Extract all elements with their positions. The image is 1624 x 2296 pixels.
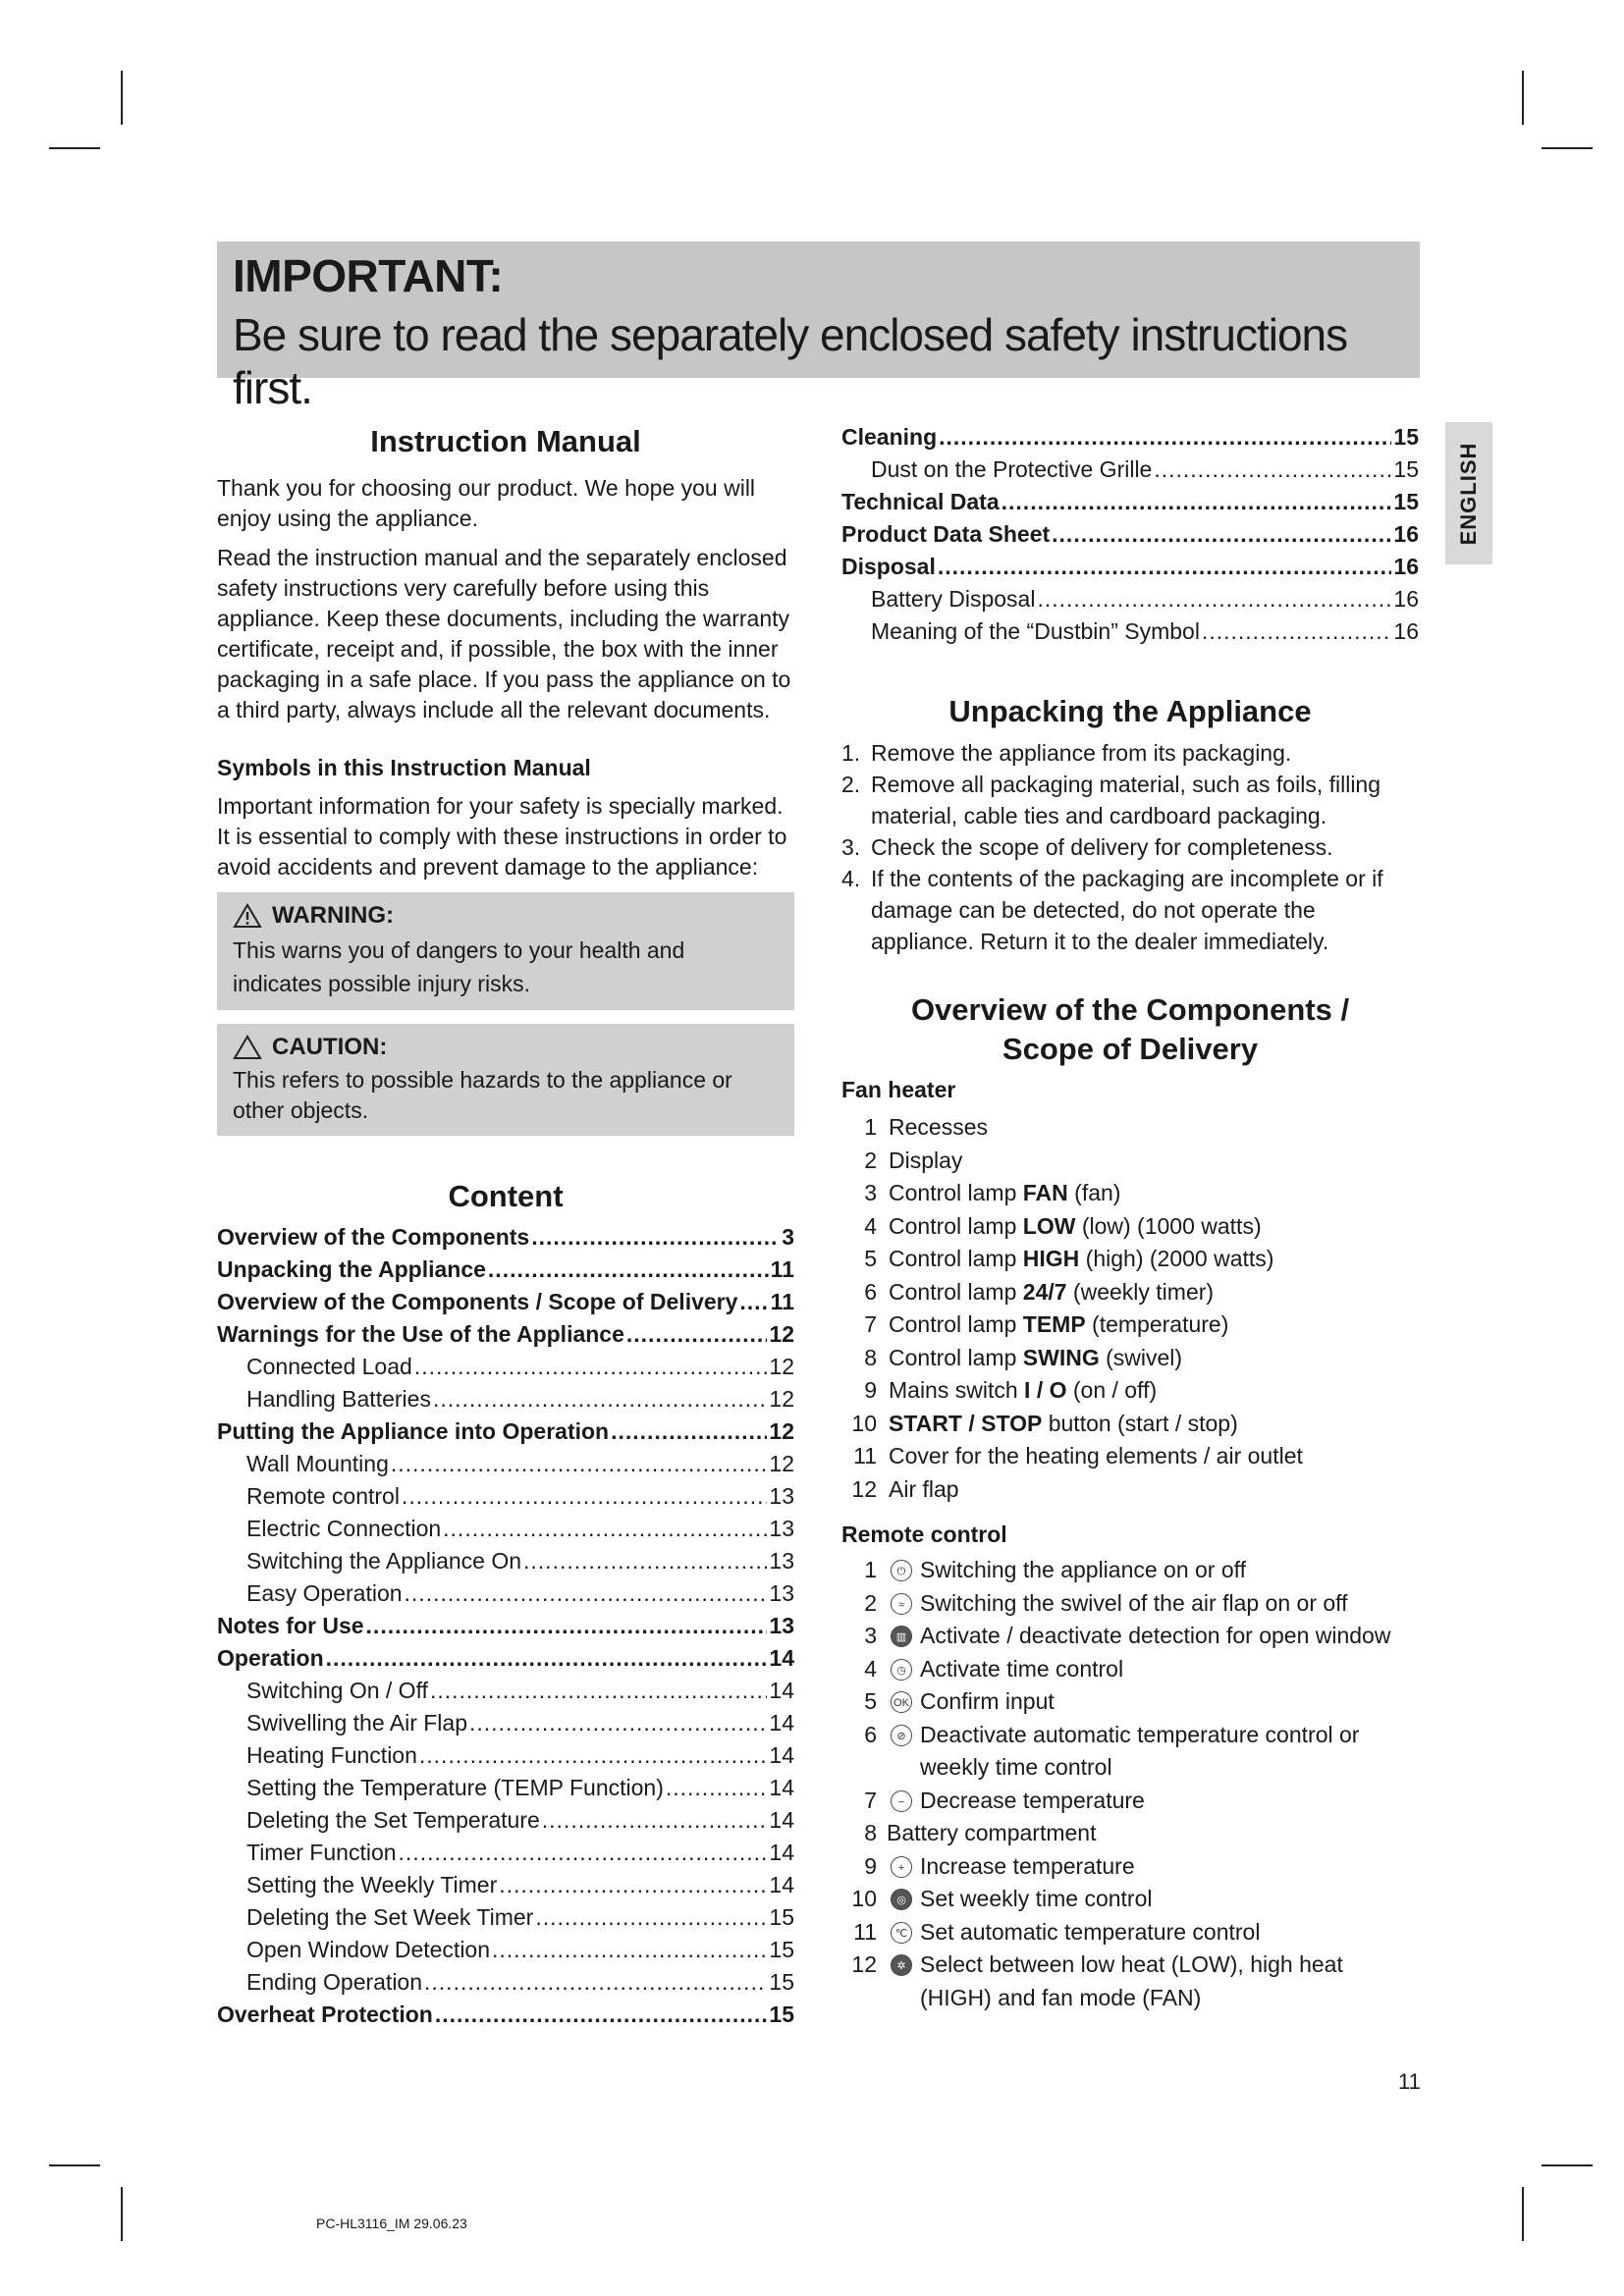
fan-heater-heading: Fan heater [841,1077,956,1102]
toc-leader [1001,489,1392,515]
toc-label: Product Data Sheet [841,521,1051,547]
toc-leader [1202,618,1391,645]
toc-label: Notes for Use [217,1613,364,1638]
item-number: 6 [864,1278,877,1305]
intro-paragraph-2: Read the instruction manual and the separately enclosed safety instructions very carefully before using this appliance. Keep these documents, including the warranty certificate, receipt and, if possible, the box with the inner packaging in a safe place. If you pass the appliance on to a third party, always include all the relevant documents. [217,545,791,722]
toc-page: 13 [769,1613,794,1638]
toc-page: 15 [769,1937,794,1962]
language-tab [1445,422,1492,564]
item-text-suffix: (fan) [1067,1180,1121,1206]
overview-title-line-2: Scope of Delivery [1001,1032,1259,1066]
item-text: Switching the swivel of the air flap on or off [920,1589,1348,1616]
toc-page: 12 [769,1354,794,1379]
item-text: Control lamp [889,1180,1023,1206]
toc-page: 12 [769,1418,794,1444]
toc-label: Heating Function [246,1742,417,1768]
toc-entry [217,1645,794,1678]
toc-label: Unpacking the Appliance [217,1256,486,1282]
deactivate-icon: ⊘ [891,1725,912,1746]
thermostat-icon: ℃ [891,1922,912,1944]
ok-icon: OK [891,1691,912,1713]
symbols-heading: Symbols in this Instruction Manual [217,755,591,780]
warning-triangle-icon [233,903,262,929]
instruction-manual-title: Instruction Manual [370,424,641,458]
symbols-paragraph: Important information for your safety is specially marked. It is essential to comply with these instructions in order to avoid accidents and prevent damage to the appliance: [217,793,787,880]
item-number: 3 [864,1623,877,1648]
toc-entry [841,586,1419,618]
toc-leader [1037,586,1391,613]
item-number: 2 [864,1147,877,1173]
unpacking-steps [841,737,1419,957]
toc-leader [939,424,1391,451]
caution-box [217,1024,794,1136]
toc-page: 12 [769,1451,794,1476]
fan-heater-item [841,1210,1419,1244]
fan-heater-item [841,1145,1419,1178]
plus-icon: + [891,1856,912,1878]
fan-heater-item [841,1308,1419,1342]
week-timer-icon: ◎ [891,1889,912,1910]
item-text: Display [889,1147,963,1173]
toc-entry [217,1548,794,1580]
item-bold-text: LOW [1022,1212,1076,1239]
item-number: 9 [864,1852,877,1879]
toc-entry [217,1937,794,1969]
unpacking-step [841,769,1419,831]
toc-label: Ending Operation [246,1969,423,1995]
remote-control-item [841,1685,1419,1719]
item-number: 2 [864,1589,877,1616]
item-number: 4 [864,1212,877,1239]
toc-page: 14 [769,1807,794,1833]
crop-mark [1522,71,1524,125]
fan-heater-item [841,1342,1419,1375]
toc-entry [217,1418,794,1451]
toc-leader [399,1840,768,1866]
toc-entry [217,1256,794,1289]
toc-label: Electric Connection [246,1516,442,1541]
crop-mark [49,2164,100,2166]
item-number: 9 [864,1377,877,1404]
toc-entry [217,1969,794,2002]
window-icon: ▥ [891,1626,912,1647]
item-text-suffix: (temperature) [1085,1311,1229,1338]
fan-heater-item [841,1440,1419,1473]
remote-control-item [841,1653,1419,1686]
toc-page: 13 [769,1516,794,1541]
toc-label: Overview of the Components / Scope of Delivery [217,1289,738,1314]
remote-control-item [841,1817,1419,1850]
crop-mark [121,2187,123,2241]
toc-entry [217,1710,794,1742]
toc-entry [841,424,1419,456]
toc-leader [535,1904,767,1931]
toc-page: 14 [769,1872,794,1897]
fan-heater-item [841,1374,1419,1408]
toc-label: Handling Batteries [246,1386,431,1412]
remote-control-item [841,1949,1419,2014]
page-number: 11 [1398,2069,1421,2094]
toc-entry [217,1840,794,1872]
toc-leader [326,1645,768,1672]
fan-heater-item [841,1473,1419,1507]
crop-mark [1522,2187,1524,2241]
item-text-suffix: (on / off) [1066,1377,1158,1404]
item-text: Set automatic temperature control [920,1918,1261,1945]
toc-label: Cleaning [841,424,938,450]
remote-control-item [841,1620,1419,1653]
toc-page: 13 [769,1580,794,1606]
item-number: 12 [851,1951,877,1977]
toc-entry [217,1678,794,1710]
item-text-suffix: (low) (1000 watts) [1075,1212,1262,1239]
toc-entry [841,489,1419,521]
mode-icon: ✲ [891,1954,912,1976]
item-number: 6 [864,1721,877,1747]
toc-page: 15 [1393,489,1419,514]
toc-leader [492,1937,767,1963]
minus-icon: − [891,1790,912,1812]
toc-page: 11 [770,1256,794,1282]
toc-entry [217,1451,794,1483]
item-number: 5 [864,1688,877,1714]
item-text: Confirm input [920,1688,1055,1714]
item-text: Control lamp [889,1246,1023,1272]
toc-page: 14 [769,1645,794,1671]
remote-control-item [841,1587,1419,1621]
toc-page: 14 [769,1678,794,1703]
toc-entry [217,1354,794,1386]
item-bold-text: FAN [1022,1180,1068,1206]
toc-label: Deleting the Set Week Timer [246,1904,534,1930]
footer-code: PC-HL3116_IM 29.06.23 [316,2216,467,2231]
toc-label: Dust on the Protective Grille [871,456,1153,482]
toc-page: 3 [782,1224,794,1250]
toc-entry [841,521,1419,554]
left-column [217,424,794,2034]
toc-entry [217,1321,794,1354]
toc-leader [405,1580,768,1607]
fan-heater-list [841,1111,1419,1506]
right-column [841,424,1419,2014]
power-icon: ⏻ [891,1560,912,1581]
item-text: Deactivate automatic temperature control or weekly time control [920,1721,1360,1780]
toc-label: Switching the Appliance On [246,1548,522,1574]
toc-label: Warnings for the Use of the Appliance [217,1321,624,1347]
item-bold-text: 24/7 [1022,1278,1067,1305]
toc-page: 11 [770,1289,794,1314]
remote-control-list [841,1554,1419,2014]
item-number: 1 [864,1114,877,1141]
item-number: 10 [851,1886,877,1911]
remote-control-item [841,1554,1419,1587]
toc-label: Overview of the Components [217,1224,530,1250]
item-number: 4 [864,1655,877,1682]
toc-label: Switching On / Off [246,1678,428,1703]
item-text: Control lamp [889,1311,1023,1338]
toc-leader [499,1872,767,1898]
toc-leader [938,554,1392,580]
toc-label: Connected Load [246,1354,412,1379]
remote-control-item [841,1916,1419,1949]
item-number: 11 [853,1918,877,1945]
toc-entry [841,554,1419,586]
toc-entry [841,456,1419,489]
unpacking-title: Unpacking the Appliance [948,694,1312,728]
item-number: 8 [864,1820,877,1845]
toc-leader [433,1386,767,1413]
step-text: Check the scope of delivery for completeness. [871,834,1333,860]
toc-label: Meaning of the “Dustbin” Symbol [871,618,1200,644]
crop-mark [49,147,100,149]
toc-leader [666,1775,768,1801]
toc-leader [542,1807,768,1834]
toc-label: Remote control [246,1483,400,1509]
step-text: Remove the appliance from its packaging. [871,740,1292,766]
toc-page: 16 [1393,521,1419,547]
item-text-suffix: (weekly timer) [1066,1278,1215,1305]
toc-entry [217,1386,794,1418]
item-text: Decrease temperature [920,1787,1145,1813]
language-label: ENGLISH [1456,442,1481,545]
toc-leader [1052,521,1391,548]
toc-leader [419,1742,768,1769]
item-text: Activate time control [920,1655,1124,1682]
item-text: Select between low heat (LOW), high heat (HIGH) and fan mode (FAN) [920,1951,1343,2010]
toc-entry [217,1224,794,1256]
unpacking-step [841,831,1419,863]
crop-mark [121,71,123,125]
item-text: Cover for the heating elements / air outlet [889,1443,1303,1469]
toc-page: 15 [769,1904,794,1930]
item-number: 8 [864,1344,877,1370]
toc-entry [217,1516,794,1548]
toc-entry [217,2002,794,2034]
toc-leader [424,1969,767,1996]
caution-text: This refers to possible hazards to the appliance or other objects. [233,1067,732,1123]
item-bold-text: START / STOP [889,1410,1043,1436]
fan-heater-item [841,1177,1419,1210]
item-number: 11 [853,1443,877,1469]
warning-title: WARNING: [272,902,394,929]
step-number: 1. [841,740,861,766]
item-number: 10 [851,1410,877,1436]
step-number: 4. [841,866,861,891]
toc-leader [366,1613,768,1639]
toc-leader [488,1256,769,1283]
toc-page: 15 [1393,424,1419,450]
toc-label: Wall Mounting [246,1451,389,1476]
item-text: Mains switch [889,1377,1025,1404]
item-text: Activate / deactivate detection for open window [920,1623,1391,1648]
content-title: Content [448,1179,564,1213]
item-text: Increase temperature [920,1852,1135,1879]
toc-label: Swivelling the Air Flap [246,1710,467,1735]
toc-page: 14 [769,1840,794,1865]
toc-leader [1154,456,1391,483]
toc-label: Technical Data [841,489,1000,514]
item-number: 7 [864,1787,877,1813]
toc-leader [391,1451,768,1477]
remote-control-item [841,1719,1419,1785]
banner-text: Be sure to read the separately enclosed safety instructions first. [233,309,1348,413]
item-number: 1 [864,1557,877,1582]
toc-leader [414,1354,768,1380]
crop-mark [1542,2164,1593,2166]
important-banner [217,241,1420,413]
warning-box [217,892,794,1010]
fan-heater-item [841,1243,1419,1276]
swing-icon: ≈ [891,1593,912,1615]
item-text: Switching the appliance on or off [920,1557,1247,1582]
banner-title: IMPORTANT: [233,250,504,301]
remote-control-item [841,1785,1419,1818]
item-bold-text: TEMP [1022,1311,1086,1338]
toc-page: 15 [1393,456,1419,482]
item-text: Control lamp [889,1278,1023,1305]
toc-label: Battery Disposal [871,586,1036,612]
remote-control-item [841,1850,1419,1884]
toc-entry [217,1807,794,1840]
toc-leader [435,2002,768,2028]
toc-label: Operation [217,1645,324,1671]
unpacking-step [841,863,1419,957]
table-of-contents-continued [841,424,1419,651]
toc-leader [402,1483,767,1510]
remote-control-item [841,1883,1419,1916]
unpacking-step [841,737,1419,769]
clock-icon: ◷ [891,1659,912,1681]
toc-entry [217,1904,794,1937]
toc-page: 12 [769,1386,794,1412]
toc-label: Easy Operation [246,1580,403,1606]
toc-entry [217,1483,794,1516]
crop-mark [1542,147,1593,149]
toc-entry [217,1580,794,1613]
item-number: 12 [851,1475,877,1502]
toc-entry [217,1872,794,1904]
fan-heater-item [841,1276,1419,1309]
item-text-suffix: (high) (2000 watts) [1079,1246,1274,1272]
step-text: Remove all packaging material, such as foils, filling material, cable ties and cardboard packaging. [871,772,1381,828]
remote-control-heading: Remote control [841,1522,1007,1547]
toc-entry [217,1613,794,1645]
toc-page: 15 [769,2002,794,2027]
step-text: If the contents of the packaging are incomplete or if damage can be detected, do not operate the appliance. Return it to the dealer immediately. [871,866,1383,954]
item-bold-text: HIGH [1022,1246,1080,1272]
warning-text: This warns you of dangers to your health and indicates possible injury risks. [233,937,685,996]
item-number: 5 [864,1246,877,1272]
intro-paragraph-1: Thank you for choosing our product. We hope you will enjoy using the appliance. [217,475,756,531]
toc-page: 12 [769,1321,794,1347]
item-bold-text: SWING [1022,1344,1100,1370]
toc-page: 15 [769,1969,794,1995]
toc-page: 13 [769,1483,794,1509]
toc-page: 16 [1393,618,1419,644]
item-number: 3 [864,1180,877,1206]
item-number: 7 [864,1311,877,1338]
item-text: Recesses [889,1114,988,1141]
toc-label: Putting the Appliance into Operation [217,1418,610,1444]
item-text: Control lamp [889,1344,1023,1370]
toc-label: Deleting the Set Temperature [246,1807,540,1833]
toc-label: Setting the Weekly Timer [246,1872,498,1897]
toc-leader [739,1289,768,1315]
toc-entry [217,1775,794,1807]
toc-entry [841,618,1419,651]
caution-title: CAUTION: [272,1034,388,1060]
toc-leader [523,1548,767,1575]
toc-label: Open Window Detection [246,1937,491,1962]
toc-entry [217,1289,794,1321]
toc-page: 14 [769,1710,794,1735]
toc-entry [217,1742,794,1775]
toc-leader [611,1418,767,1445]
toc-leader [531,1224,780,1251]
toc-leader [430,1678,767,1704]
toc-page: 14 [769,1742,794,1768]
toc-page: 14 [769,1775,794,1800]
toc-page: 16 [1393,586,1419,612]
toc-leader [443,1516,767,1542]
toc-leader [469,1710,767,1736]
item-text: Set weekly time control [920,1886,1153,1911]
toc-leader [626,1321,768,1348]
caution-triangle-icon [233,1035,262,1060]
item-text: Air flap [889,1475,959,1502]
item-text-suffix: (swivel) [1099,1344,1183,1370]
toc-label: Overheat Protection [217,2002,433,2027]
item-text: Control lamp [889,1212,1023,1239]
table-of-contents [217,1224,794,2034]
fan-heater-item [841,1408,1419,1441]
toc-page: 13 [769,1548,794,1574]
toc-label: Disposal [841,554,936,579]
toc-label: Setting the Temperature (TEMP Function) [246,1775,664,1800]
fan-heater-item [841,1111,1419,1145]
toc-label: Timer Function [246,1840,397,1865]
item-bold-text: I / O [1024,1377,1067,1404]
item-text-suffix: button (start / stop) [1042,1410,1238,1436]
item-text: Battery compartment [887,1820,1097,1845]
toc-page: 16 [1393,554,1419,579]
step-number: 3. [841,834,861,860]
overview-title-line-1: Overview of the Components / [910,992,1350,1027]
step-number: 2. [841,772,861,797]
